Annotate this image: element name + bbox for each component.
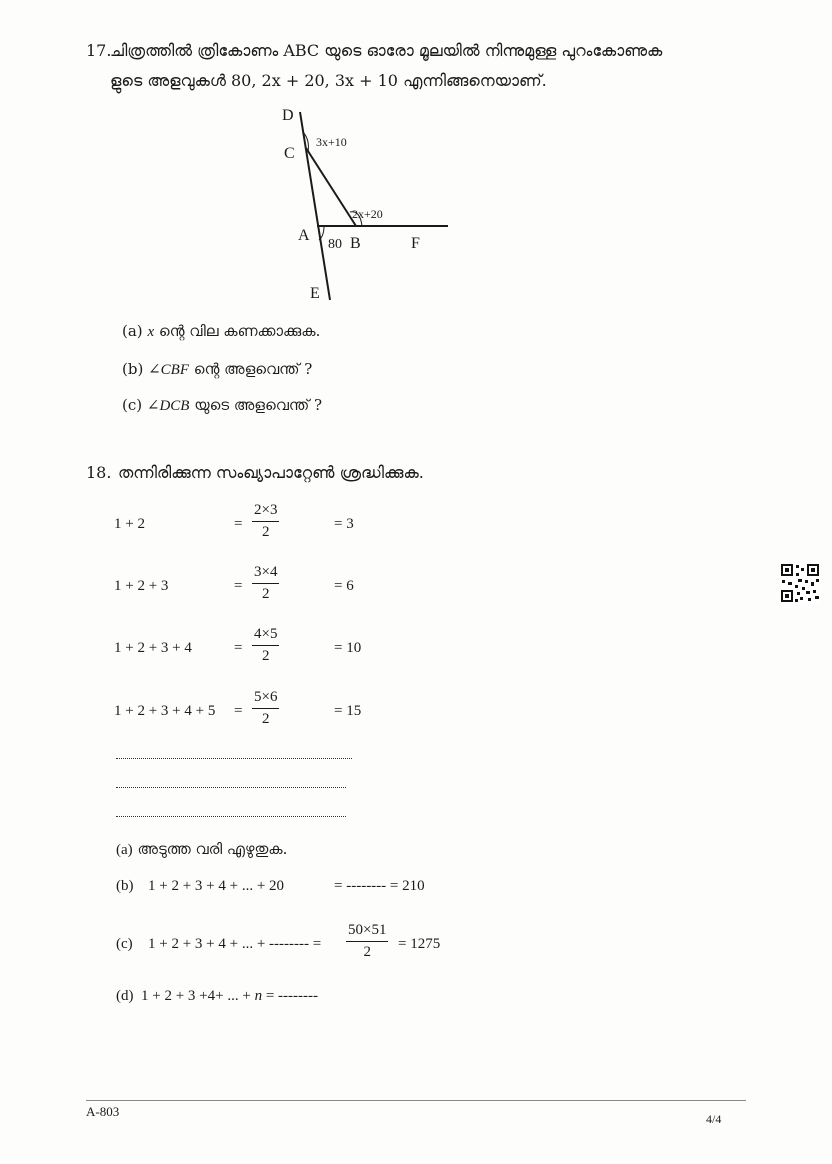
part-var: x xyxy=(147,324,155,340)
q18-part-a xyxy=(116,840,287,859)
row1-result: = 3 xyxy=(334,516,354,532)
q18-number: 18. xyxy=(86,463,112,482)
row2-result: = 6 xyxy=(334,578,354,594)
label-c: C xyxy=(284,145,295,162)
row2-lhs: 1 + 2 + 3 xyxy=(114,578,169,594)
part-label: (c) xyxy=(122,396,143,414)
dotted-line-1 xyxy=(116,757,352,759)
row1-eq: = xyxy=(234,516,243,532)
denominator: 2 xyxy=(363,944,371,960)
q18-part-b-label: (b) xyxy=(116,878,134,894)
q18-part-b-rhs: = -------- = 210 xyxy=(334,878,425,894)
label-b: B xyxy=(350,235,361,252)
part-label: (d) xyxy=(116,988,134,1004)
angle-c-label: 3x+10 xyxy=(316,135,347,149)
part-label: (a) xyxy=(122,322,143,340)
denominator: 2 xyxy=(261,648,270,664)
q18-intro: തന്നിരിക്കുന്ന സംഖ്യാപാറ്റേൺ ശ്രദ്ധിക്കുക. xyxy=(118,463,424,482)
row4-result: = 15 xyxy=(334,703,362,719)
part-text: അടുത്ത വരി എഴുതുക. xyxy=(137,840,288,858)
label-e: E xyxy=(310,285,320,302)
part-var: ∠CBF xyxy=(148,362,189,378)
part-text: യുടെ അളവെന്ത് ? xyxy=(194,396,323,414)
q18-part-c-lhs: 1 + 2 + 3 + 4 + ... + -------- = xyxy=(148,936,322,952)
line-cb xyxy=(306,148,356,226)
q17-line1: ചിത്രത്തിൽ ത്രികോണം ABC യുടെ ഓരോ മൂലയിൽ നിന്നുമുള്ള പുറംകോണുക xyxy=(110,41,663,60)
q17-part-a xyxy=(122,322,320,341)
dotted-line-3 xyxy=(116,815,346,817)
numerator: 2×3 xyxy=(252,502,279,522)
part-d-var: n xyxy=(254,988,263,1004)
row3-result: = 10 xyxy=(334,640,362,656)
row4-eq: = xyxy=(234,703,243,719)
numerator: 3×4 xyxy=(252,564,279,584)
dotted-line-2 xyxy=(116,786,346,788)
q18-part-c-rhs: = 1275 xyxy=(398,936,441,952)
numerator: 5×6 xyxy=(252,689,279,709)
row3-eq: = xyxy=(234,640,243,656)
row2-eq: = xyxy=(234,578,243,594)
denominator: 2 xyxy=(261,711,270,727)
part-text: ന്റെ അളവെന്ത് ? xyxy=(193,360,313,378)
part-text: ന്റെ വില കണക്കാക്കുക. xyxy=(158,322,321,340)
part-var: ∠DCB xyxy=(146,398,190,414)
q18-part-c-fraction xyxy=(346,922,388,961)
row1-lhs: 1 + 2 xyxy=(114,516,145,532)
part-d-lhs: 1 + 2 + 3 +4+ ... + xyxy=(141,988,251,1004)
part-label: (b) xyxy=(122,360,144,378)
part-d-rhs: = -------- xyxy=(265,988,318,1004)
denominator: 2 xyxy=(261,524,270,540)
triangle-diagram xyxy=(270,100,470,310)
footer-page: 4/4 xyxy=(706,1112,722,1126)
numerator: 50×51 xyxy=(346,922,388,942)
q17-line2: ളുടെ അളവുകൾ 80, 2x + 20, 3x + 10 എന്നിങ്ങനെയാണ്. xyxy=(110,71,547,90)
row2-fraction xyxy=(252,564,279,603)
label-a: A xyxy=(298,227,310,244)
q17-part-b xyxy=(122,360,312,379)
row4-fraction xyxy=(252,689,279,728)
row4-lhs: 1 + 2 + 3 + 4 + 5 xyxy=(114,703,216,719)
row3-fraction xyxy=(252,626,279,665)
q18-part-c-label: (c) xyxy=(116,936,133,952)
q18-part-b-lhs: 1 + 2 + 3 + 4 + ... + 20 xyxy=(148,878,285,894)
footer-code: A-803 xyxy=(86,1104,120,1119)
row3-lhs: 1 + 2 + 3 + 4 xyxy=(114,640,192,656)
qr-code-icon xyxy=(780,563,820,603)
angle-a-label: 80 xyxy=(328,237,342,252)
numerator: 4×5 xyxy=(252,626,279,646)
footer-rule xyxy=(86,1100,746,1101)
part-label: (a) xyxy=(116,842,133,858)
denominator: 2 xyxy=(261,586,270,602)
angle-b-label: 2x+20 xyxy=(352,207,383,221)
row1-fraction xyxy=(252,502,279,541)
q18-part-d xyxy=(116,988,318,1005)
q17-number: 17. xyxy=(86,41,112,60)
label-f: F xyxy=(411,235,420,252)
q17-part-c xyxy=(122,396,322,415)
label-d: D xyxy=(282,107,294,124)
